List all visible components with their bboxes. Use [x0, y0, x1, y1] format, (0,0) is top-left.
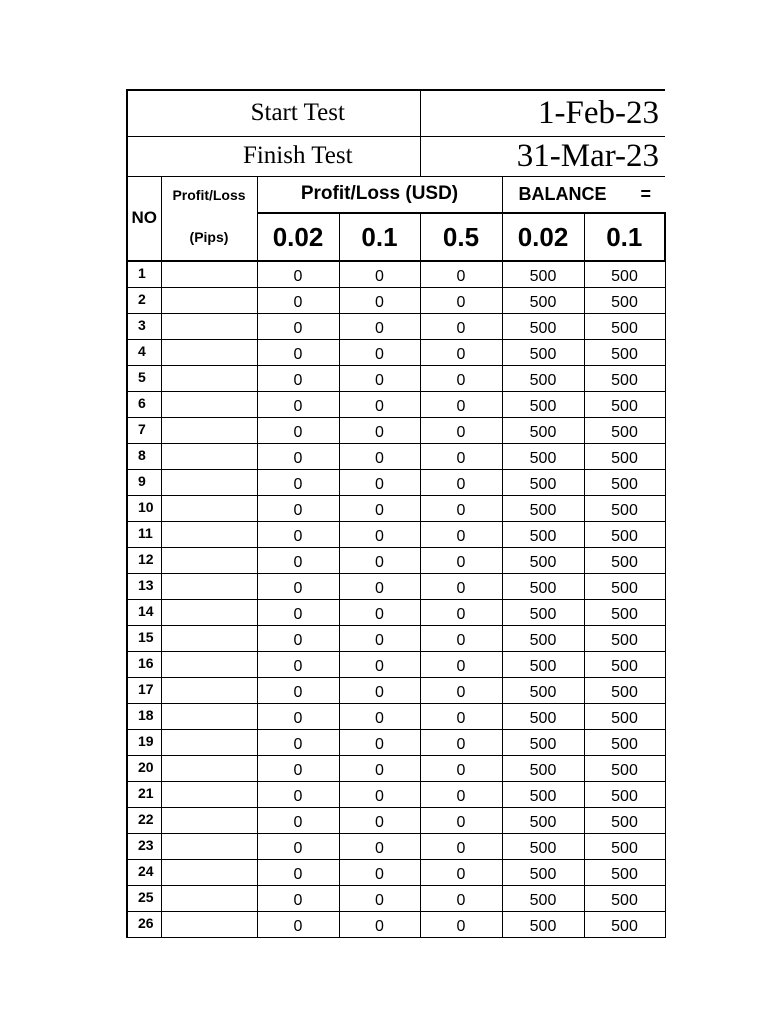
usd-05-cell: 0	[420, 677, 502, 703]
usd-01-cell: 0	[339, 547, 420, 573]
balance-002-cell: 500	[502, 677, 584, 703]
usd-01-cell: 0	[339, 599, 420, 625]
usd-002-cell: 0	[257, 677, 339, 703]
pips-cell[interactable]	[161, 729, 257, 755]
balance-002-cell: 500	[502, 781, 584, 807]
start-test-label: Start Test	[127, 90, 420, 136]
pips-cell[interactable]	[161, 261, 257, 287]
usd-01-cell: 0	[339, 651, 420, 677]
row-number: 7	[127, 417, 161, 443]
row-number: 25	[127, 885, 161, 911]
usd-01-cell: 0	[339, 495, 420, 521]
row-number: 14	[127, 599, 161, 625]
usd-002-cell: 0	[257, 521, 339, 547]
table-row	[127, 365, 665, 391]
balance-002-cell: 500	[502, 651, 584, 677]
table-row	[127, 729, 665, 755]
balance-01-cell: 500	[584, 365, 665, 391]
usd-05-cell: 0	[420, 261, 502, 287]
balance-002-cell: 500	[502, 703, 584, 729]
usd-05-cell: 0	[420, 729, 502, 755]
row-number: 3	[127, 313, 161, 339]
balance-01-cell: 500	[584, 729, 665, 755]
usd-01-cell: 0	[339, 625, 420, 651]
pips-cell[interactable]	[161, 833, 257, 859]
usd-002-cell: 0	[257, 755, 339, 781]
balance-002-cell: 500	[502, 443, 584, 469]
usd-05-cell: 0	[420, 313, 502, 339]
usd-002-cell: 0	[257, 573, 339, 599]
pips-cell[interactable]	[161, 911, 257, 937]
balance-002-cell: 500	[502, 313, 584, 339]
balance-equals: =	[640, 183, 652, 204]
row-number: 13	[127, 573, 161, 599]
table-row	[127, 885, 665, 911]
lot-header-balance-002: 0.02	[502, 213, 584, 261]
balance-01-cell: 500	[584, 911, 665, 937]
usd-01-cell: 0	[339, 261, 420, 287]
balance-01-cell: 500	[584, 599, 665, 625]
usd-05-cell: 0	[420, 521, 502, 547]
usd-002-cell: 0	[257, 469, 339, 495]
row-number: 4	[127, 339, 161, 365]
pips-cell[interactable]	[161, 755, 257, 781]
balance-01-cell: 500	[584, 755, 665, 781]
usd-05-cell: 0	[420, 807, 502, 833]
usd-01-cell: 0	[339, 469, 420, 495]
usd-05-cell: 0	[420, 755, 502, 781]
balance-002-cell: 500	[502, 495, 584, 521]
table-row	[127, 781, 665, 807]
pips-cell[interactable]	[161, 885, 257, 911]
pips-cell[interactable]	[161, 625, 257, 651]
row-number: 18	[127, 703, 161, 729]
balance-002-cell: 500	[502, 729, 584, 755]
pips-cell[interactable]	[161, 365, 257, 391]
backtest-table	[126, 89, 666, 938]
balance-01-cell: 500	[584, 625, 665, 651]
row-number: 1	[127, 261, 161, 287]
row-number: 8	[127, 443, 161, 469]
pips-cell[interactable]	[161, 677, 257, 703]
usd-002-cell: 0	[257, 339, 339, 365]
pips-cell[interactable]	[161, 651, 257, 677]
start-date[interactable]: 1-Feb-23	[420, 90, 665, 136]
usd-01-cell: 0	[339, 365, 420, 391]
col-header-usd-group: Profit/Loss (USD)	[257, 176, 502, 213]
usd-05-cell: 0	[420, 859, 502, 885]
pips-cell[interactable]	[161, 573, 257, 599]
balance-002-cell: 500	[502, 261, 584, 287]
table-row	[127, 261, 665, 287]
usd-01-cell: 0	[339, 885, 420, 911]
usd-05-cell: 0	[420, 365, 502, 391]
usd-002-cell: 0	[257, 859, 339, 885]
balance-002-cell: 500	[502, 573, 584, 599]
balance-002-cell: 500	[502, 391, 584, 417]
usd-05-cell: 0	[420, 911, 502, 937]
lot-header-balance-01: 0.1	[584, 213, 665, 261]
balance-002-cell: 500	[502, 599, 584, 625]
balance-002-cell: 500	[502, 287, 584, 313]
table-row	[127, 443, 665, 469]
lot-header-usd-05: 0.5	[420, 213, 502, 261]
usd-01-cell: 0	[339, 703, 420, 729]
row-number: 26	[127, 911, 161, 937]
table-row	[127, 417, 665, 443]
table-row	[127, 339, 665, 365]
usd-01-cell: 0	[339, 755, 420, 781]
usd-01-cell: 0	[339, 573, 420, 599]
usd-002-cell: 0	[257, 391, 339, 417]
usd-01-cell: 0	[339, 781, 420, 807]
col-header-balance-group	[502, 176, 665, 213]
usd-01-cell: 0	[339, 339, 420, 365]
pips-cell[interactable]	[161, 807, 257, 833]
usd-05-cell: 0	[420, 547, 502, 573]
usd-05-cell: 0	[420, 833, 502, 859]
usd-01-cell: 0	[339, 443, 420, 469]
table-row	[127, 911, 665, 937]
balance-01-cell: 500	[584, 287, 665, 313]
pips-cell[interactable]	[161, 391, 257, 417]
usd-002-cell: 0	[257, 911, 339, 937]
table-row	[127, 391, 665, 417]
balance-01-cell: 500	[584, 313, 665, 339]
balance-002-cell: 500	[502, 755, 584, 781]
balance-01-cell: 500	[584, 521, 665, 547]
usd-05-cell: 0	[420, 625, 502, 651]
usd-002-cell: 0	[257, 625, 339, 651]
balance-002-cell: 500	[502, 417, 584, 443]
usd-002-cell: 0	[257, 443, 339, 469]
table-row	[127, 677, 665, 703]
balance-label: BALANCE	[518, 183, 607, 204]
usd-05-cell: 0	[420, 599, 502, 625]
balance-002-cell: 500	[502, 625, 584, 651]
balance-01-cell: 500	[584, 859, 665, 885]
balance-01-cell: 500	[584, 391, 665, 417]
usd-002-cell: 0	[257, 313, 339, 339]
backtest-sheet	[126, 89, 664, 938]
table-row	[127, 807, 665, 833]
row-number: 9	[127, 469, 161, 495]
table-row	[127, 599, 665, 625]
usd-002-cell: 0	[257, 365, 339, 391]
balance-01-cell: 500	[584, 261, 665, 287]
usd-002-cell: 0	[257, 547, 339, 573]
row-number: 16	[127, 651, 161, 677]
table-row	[127, 625, 665, 651]
balance-01-cell: 500	[584, 807, 665, 833]
usd-002-cell: 0	[257, 807, 339, 833]
balance-002-cell: 500	[502, 859, 584, 885]
usd-002-cell: 0	[257, 703, 339, 729]
usd-05-cell: 0	[420, 391, 502, 417]
balance-01-cell: 500	[584, 339, 665, 365]
usd-05-cell: 0	[420, 573, 502, 599]
pips-cell[interactable]	[161, 521, 257, 547]
table-row	[127, 755, 665, 781]
usd-01-cell: 0	[339, 313, 420, 339]
usd-05-cell: 0	[420, 469, 502, 495]
usd-002-cell: 0	[257, 417, 339, 443]
pips-cell[interactable]	[161, 781, 257, 807]
balance-01-cell: 500	[584, 547, 665, 573]
balance-002-cell: 500	[502, 365, 584, 391]
balance-01-cell: 500	[584, 833, 665, 859]
table-row	[127, 573, 665, 599]
balance-01-cell: 500	[584, 677, 665, 703]
balance-01-cell: 500	[584, 443, 665, 469]
pips-cell[interactable]	[161, 339, 257, 365]
pips-cell[interactable]	[161, 859, 257, 885]
usd-05-cell: 0	[420, 495, 502, 521]
usd-002-cell: 0	[257, 729, 339, 755]
balance-002-cell: 500	[502, 469, 584, 495]
table-row	[127, 495, 665, 521]
row-number: 6	[127, 391, 161, 417]
balance-01-cell: 500	[584, 703, 665, 729]
balance-002-cell: 500	[502, 885, 584, 911]
usd-05-cell: 0	[420, 287, 502, 313]
balance-002-cell: 500	[502, 339, 584, 365]
finish-test-label: Finish Test	[127, 136, 420, 176]
row-number: 15	[127, 625, 161, 651]
row-number: 2	[127, 287, 161, 313]
usd-01-cell: 0	[339, 677, 420, 703]
row-number: 24	[127, 859, 161, 885]
balance-002-cell: 500	[502, 521, 584, 547]
pips-cell[interactable]	[161, 495, 257, 521]
usd-05-cell: 0	[420, 417, 502, 443]
balance-002-cell: 500	[502, 911, 584, 937]
usd-05-cell: 0	[420, 443, 502, 469]
balance-01-cell: 500	[584, 651, 665, 677]
row-number: 22	[127, 807, 161, 833]
table-row	[127, 521, 665, 547]
pips-cell[interactable]	[161, 313, 257, 339]
pips-cell[interactable]	[161, 703, 257, 729]
balance-01-cell: 500	[584, 885, 665, 911]
usd-01-cell: 0	[339, 911, 420, 937]
row-number: 21	[127, 781, 161, 807]
balance-01-cell: 500	[584, 495, 665, 521]
usd-01-cell: 0	[339, 287, 420, 313]
pips-cell[interactable]	[161, 287, 257, 313]
usd-002-cell: 0	[257, 833, 339, 859]
row-number: 12	[127, 547, 161, 573]
lot-header-usd-01: 0.1	[339, 213, 420, 261]
lot-header-usd-002: 0.02	[257, 213, 339, 261]
row-number: 19	[127, 729, 161, 755]
usd-05-cell: 0	[420, 885, 502, 911]
pips-cell[interactable]	[161, 599, 257, 625]
usd-002-cell: 0	[257, 287, 339, 313]
usd-05-cell: 0	[420, 781, 502, 807]
table-row	[127, 469, 665, 495]
usd-002-cell: 0	[257, 781, 339, 807]
table-row	[127, 287, 665, 313]
row-number: 11	[127, 521, 161, 547]
table-row	[127, 313, 665, 339]
usd-01-cell: 0	[339, 729, 420, 755]
usd-05-cell: 0	[420, 651, 502, 677]
usd-01-cell: 0	[339, 807, 420, 833]
col-header-no: NO	[127, 176, 161, 261]
pips-cell[interactable]	[161, 547, 257, 573]
balance-01-cell: 500	[584, 417, 665, 443]
balance-002-cell: 500	[502, 833, 584, 859]
table-row	[127, 859, 665, 885]
usd-05-cell: 0	[420, 339, 502, 365]
pips-cell[interactable]	[161, 469, 257, 495]
col-header-pips-line1: Profit/Loss	[161, 176, 257, 213]
col-header-pips-line2: (Pips)	[161, 213, 257, 261]
usd-01-cell: 0	[339, 417, 420, 443]
usd-002-cell: 0	[257, 599, 339, 625]
table-row	[127, 833, 665, 859]
usd-002-cell: 0	[257, 495, 339, 521]
table-row	[127, 703, 665, 729]
balance-01-cell: 500	[584, 781, 665, 807]
usd-05-cell: 0	[420, 703, 502, 729]
table-row	[127, 547, 665, 573]
row-number: 5	[127, 365, 161, 391]
usd-002-cell: 0	[257, 651, 339, 677]
usd-01-cell: 0	[339, 391, 420, 417]
usd-01-cell: 0	[339, 833, 420, 859]
table-row	[127, 651, 665, 677]
usd-002-cell: 0	[257, 261, 339, 287]
balance-01-cell: 500	[584, 573, 665, 599]
row-number: 23	[127, 833, 161, 859]
balance-002-cell: 500	[502, 807, 584, 833]
usd-01-cell: 0	[339, 521, 420, 547]
usd-002-cell: 0	[257, 885, 339, 911]
balance-002-cell: 500	[502, 547, 584, 573]
balance-01-cell: 500	[584, 469, 665, 495]
pips-cell[interactable]	[161, 417, 257, 443]
finish-date[interactable]: 31-Mar-23	[420, 136, 665, 176]
row-number: 20	[127, 755, 161, 781]
pips-cell[interactable]	[161, 443, 257, 469]
usd-01-cell: 0	[339, 859, 420, 885]
row-number: 10	[127, 495, 161, 521]
row-number: 17	[127, 677, 161, 703]
